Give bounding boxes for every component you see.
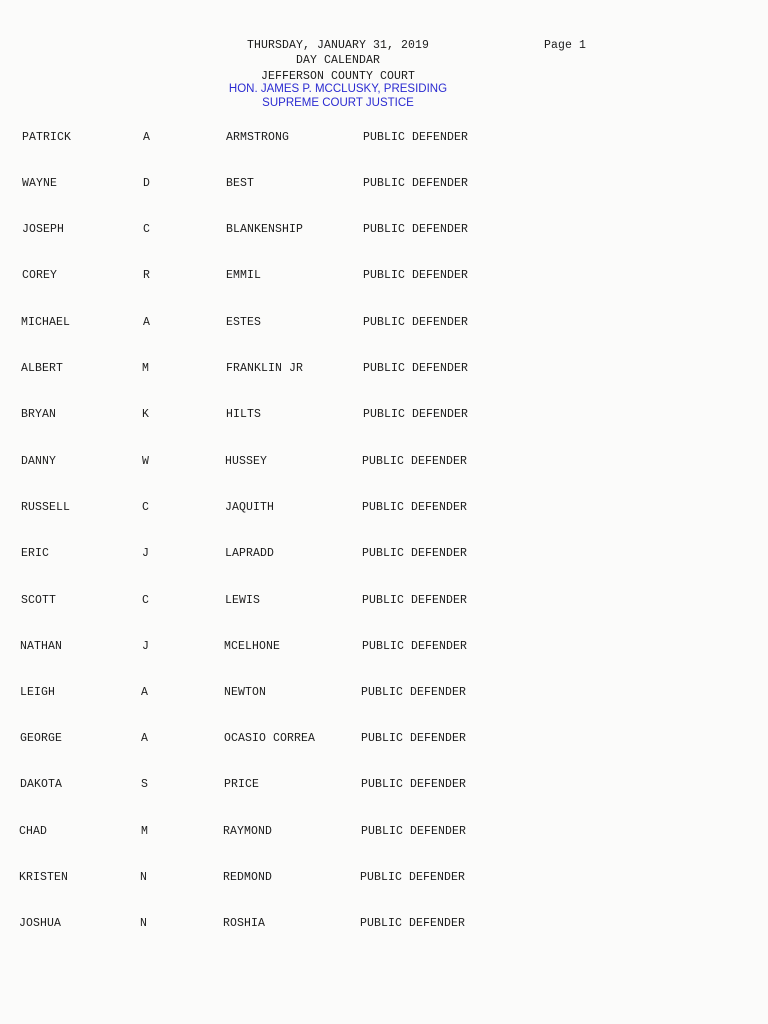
last-name: BLANKENSHIP bbox=[226, 223, 304, 236]
middle-initial: D bbox=[143, 177, 151, 190]
first-name: DANNY bbox=[21, 455, 57, 468]
attorney: PUBLIC DEFENDER bbox=[361, 686, 467, 699]
list-item bbox=[0, 269, 600, 285]
list-item bbox=[0, 640, 600, 656]
last-name: MCELHONE bbox=[224, 640, 281, 653]
middle-initial: A bbox=[141, 732, 149, 745]
last-name: JAQUITH bbox=[225, 501, 275, 514]
list-item bbox=[0, 917, 600, 933]
attorney: PUBLIC DEFENDER bbox=[360, 871, 466, 884]
first-name: GEORGE bbox=[20, 732, 63, 745]
attorney: PUBLIC DEFENDER bbox=[362, 640, 468, 653]
attorney: PUBLIC DEFENDER bbox=[363, 316, 469, 329]
list-item bbox=[0, 547, 600, 563]
attorney: PUBLIC DEFENDER bbox=[362, 455, 468, 468]
first-name: ALBERT bbox=[21, 362, 64, 375]
court-name: JEFFERSON COUNTY COURT bbox=[260, 70, 416, 83]
first-name: JOSEPH bbox=[22, 223, 65, 236]
first-name: KRISTEN bbox=[19, 871, 69, 884]
middle-initial: M bbox=[141, 825, 149, 838]
middle-initial: C bbox=[142, 594, 150, 607]
first-name: ERIC bbox=[21, 547, 50, 560]
last-name: HUSSEY bbox=[225, 455, 268, 468]
first-name: MICHAEL bbox=[21, 316, 71, 329]
list-item bbox=[0, 316, 600, 332]
presiding-judge: HON. JAMES P. MCCLUSKY, PRESIDING bbox=[228, 83, 448, 95]
first-name: SCOTT bbox=[21, 594, 57, 607]
attorney: PUBLIC DEFENDER bbox=[362, 594, 468, 607]
first-name: NATHAN bbox=[20, 640, 63, 653]
page-number: Page 1 bbox=[544, 39, 587, 52]
last-name: RAYMOND bbox=[223, 825, 273, 838]
last-name: LEWIS bbox=[225, 594, 261, 607]
list-item bbox=[0, 501, 600, 517]
middle-initial: A bbox=[141, 686, 149, 699]
attorney: PUBLIC DEFENDER bbox=[363, 131, 469, 144]
first-name: DAKOTA bbox=[20, 778, 63, 791]
middle-initial: M bbox=[142, 362, 150, 375]
attorney: PUBLIC DEFENDER bbox=[363, 269, 469, 282]
last-name: BEST bbox=[226, 177, 255, 190]
list-item bbox=[0, 131, 600, 147]
list-item bbox=[0, 408, 600, 424]
last-name: FRANKLIN JR bbox=[226, 362, 304, 375]
list-item bbox=[0, 594, 600, 610]
middle-initial: N bbox=[140, 917, 148, 930]
middle-initial: C bbox=[142, 501, 150, 514]
first-name: COREY bbox=[22, 269, 58, 282]
middle-initial: J bbox=[142, 640, 150, 653]
attorney: PUBLIC DEFENDER bbox=[361, 732, 467, 745]
judge-title: SUPREME COURT JUSTICE bbox=[262, 97, 414, 109]
first-name: CHAD bbox=[19, 825, 48, 838]
first-name: BRYAN bbox=[21, 408, 57, 421]
attorney: PUBLIC DEFENDER bbox=[362, 501, 468, 514]
date-line: THURSDAY, JANUARY 31, 2019 bbox=[246, 39, 430, 52]
last-name: ROSHIA bbox=[223, 917, 266, 930]
list-item bbox=[0, 871, 600, 887]
first-name: PATRICK bbox=[22, 131, 72, 144]
last-name: REDMOND bbox=[223, 871, 273, 884]
attorney: PUBLIC DEFENDER bbox=[363, 223, 469, 236]
attorney: PUBLIC DEFENDER bbox=[363, 177, 469, 190]
last-name: ESTES bbox=[226, 316, 262, 329]
middle-initial: K bbox=[142, 408, 150, 421]
middle-initial: A bbox=[143, 131, 151, 144]
attorney: PUBLIC DEFENDER bbox=[361, 778, 467, 791]
attorney: PUBLIC DEFENDER bbox=[361, 825, 467, 838]
list-item bbox=[0, 732, 600, 748]
attorney: PUBLIC DEFENDER bbox=[360, 917, 466, 930]
middle-initial: A bbox=[143, 316, 151, 329]
last-name: EMMIL bbox=[226, 269, 262, 282]
middle-initial: J bbox=[142, 547, 150, 560]
last-name: ARMSTRONG bbox=[226, 131, 290, 144]
first-name: JOSHUA bbox=[19, 917, 62, 930]
middle-initial: S bbox=[141, 778, 149, 791]
first-name: RUSSELL bbox=[21, 501, 71, 514]
middle-initial: N bbox=[140, 871, 148, 884]
attorney: PUBLIC DEFENDER bbox=[363, 362, 469, 375]
first-name: LEIGH bbox=[20, 686, 56, 699]
middle-initial: R bbox=[143, 269, 151, 282]
list-item bbox=[0, 177, 600, 193]
list-item bbox=[0, 223, 600, 239]
middle-initial: C bbox=[143, 223, 151, 236]
list-item bbox=[0, 362, 600, 378]
calendar-title: DAY CALENDAR bbox=[295, 54, 380, 67]
list-item bbox=[0, 455, 600, 471]
last-name: NEWTON bbox=[224, 686, 267, 699]
last-name: LAPRADD bbox=[225, 547, 275, 560]
list-item bbox=[0, 686, 600, 702]
attorney: PUBLIC DEFENDER bbox=[363, 408, 469, 421]
list-item bbox=[0, 778, 600, 794]
attorney: PUBLIC DEFENDER bbox=[362, 547, 468, 560]
last-name: OCASIO CORREA bbox=[224, 732, 316, 745]
last-name: HILTS bbox=[226, 408, 262, 421]
list-item bbox=[0, 825, 600, 841]
first-name: WAYNE bbox=[22, 177, 58, 190]
middle-initial: W bbox=[142, 455, 150, 468]
last-name: PRICE bbox=[224, 778, 260, 791]
